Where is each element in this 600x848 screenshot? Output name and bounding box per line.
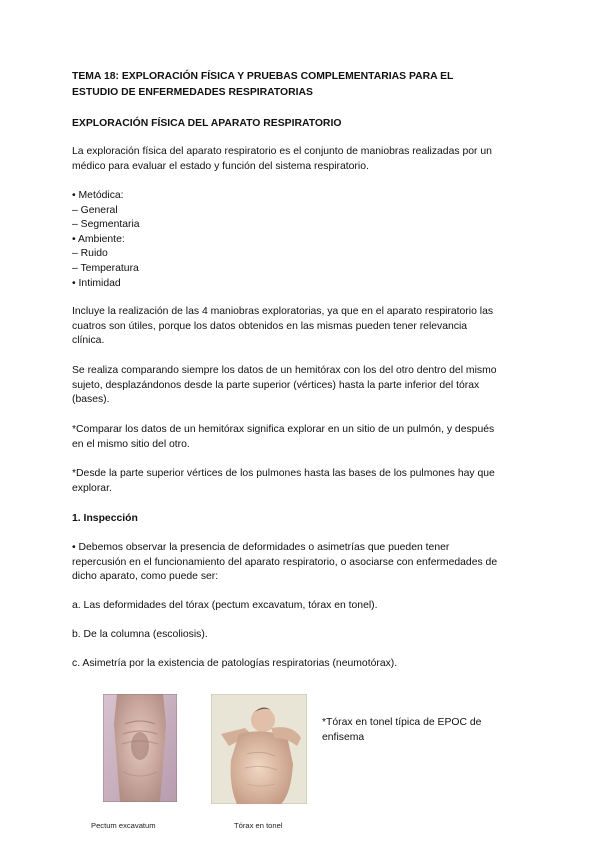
paragraph-line: explorar. — [72, 482, 112, 494]
intro-line: médico para evaluar el estado y función del sistema respiratorio. — [72, 160, 369, 172]
list-item: – Segmentaria — [72, 219, 140, 231]
subheading-inspeccion: 1. Inspección — [72, 513, 138, 524]
intro-line: La exploración física del aparato respiratorio es el conjunto de maniobras realizadas por un — [72, 146, 492, 157]
list-item: • Ambiente: — [72, 233, 125, 245]
list-item: – Temperatura — [72, 262, 139, 274]
paragraph-line: cuatros son útiles, porque los datos obtenidos en las mismas pueden tener relevancia — [72, 320, 468, 332]
item-b: b. De la columna (escoliosis). — [72, 629, 208, 640]
paragraph-comparando — [72, 364, 532, 408]
caption-pectum-excavatum: Pectum excavatum — [91, 821, 156, 830]
paragraph-line: (bases). — [72, 394, 110, 406]
paragraph-line: repercusión en el funcionamiento del aparato respiratorio, o asociarse con enfermedades de — [72, 556, 498, 568]
intro-paragraph — [72, 145, 532, 174]
paragraph-line: Incluye la realización de las 4 maniobras exploratorias, ya que en el aparato respiratorio las — [72, 306, 494, 317]
paragraph-line: clínica. — [72, 335, 105, 347]
list-item: – General — [72, 204, 118, 216]
paragraph-line: *Comparar los datos de un hemitórax significa explorar en un sitio de un pulmón, y después — [72, 424, 495, 435]
paragraph-line: sujeto, desplazándonos desde la parte superior (vértices) hasta la parte inferior del tórax — [72, 379, 480, 391]
section-heading: EXPLORACIÓN FÍSICA DEL APARATO RESPIRATORIO — [72, 118, 342, 129]
paragraph-line: dicho aparato, como puede ser: — [72, 571, 219, 583]
title-line-2: ESTUDIO DE ENFERMEDADES RESPIRATORIAS — [72, 87, 313, 98]
caption-torax-en-tonel: Tórax en tonel — [234, 821, 283, 830]
paragraph-deformidades — [72, 541, 532, 585]
paragraph-line: enfisema — [322, 731, 365, 743]
bullet-list — [72, 189, 532, 291]
figure-note — [322, 716, 532, 745]
list-item: • Intimidad — [72, 277, 121, 289]
paragraph-line: en el mismo sitio del otro. — [72, 438, 190, 450]
item-a: a. Las deformidades del tórax (pectum excavatum, tórax en tonel). — [72, 600, 378, 611]
paragraph-line: • Debemos observar la presencia de deformidades o asimetrías que pueden tener — [72, 542, 450, 553]
paragraph-line: Se realiza comparando siempre los datos de un hemitórax con los del otro dentro del mismo — [72, 365, 497, 376]
note-comparar — [72, 423, 532, 452]
note-desde — [72, 467, 532, 496]
pectum-excavatum-illustration — [103, 694, 177, 802]
list-item: – Ruido — [72, 248, 108, 260]
torax-en-tonel-photo — [211, 694, 307, 804]
paragraph-line: *Tórax en tonel típica de EPOC de — [322, 717, 482, 728]
torax-en-tonel-illustration — [211, 694, 307, 804]
pectum-excavatum-photo — [103, 694, 177, 802]
title-line-1: TEMA 18: EXPLORACIÓN FÍSICA Y PRUEBAS COMPLEMENTARIAS PARA EL — [72, 71, 454, 82]
paragraph-line: *Desde la parte superior vértices de los pulmones hasta las bases de los pulmones hay que — [72, 468, 495, 479]
list-item: • Metódica: — [72, 190, 124, 201]
paragraph-maniobras — [72, 305, 532, 349]
item-c: c. Asimetría por la existencia de patologías respiratorias (neumotórax). — [72, 658, 398, 669]
